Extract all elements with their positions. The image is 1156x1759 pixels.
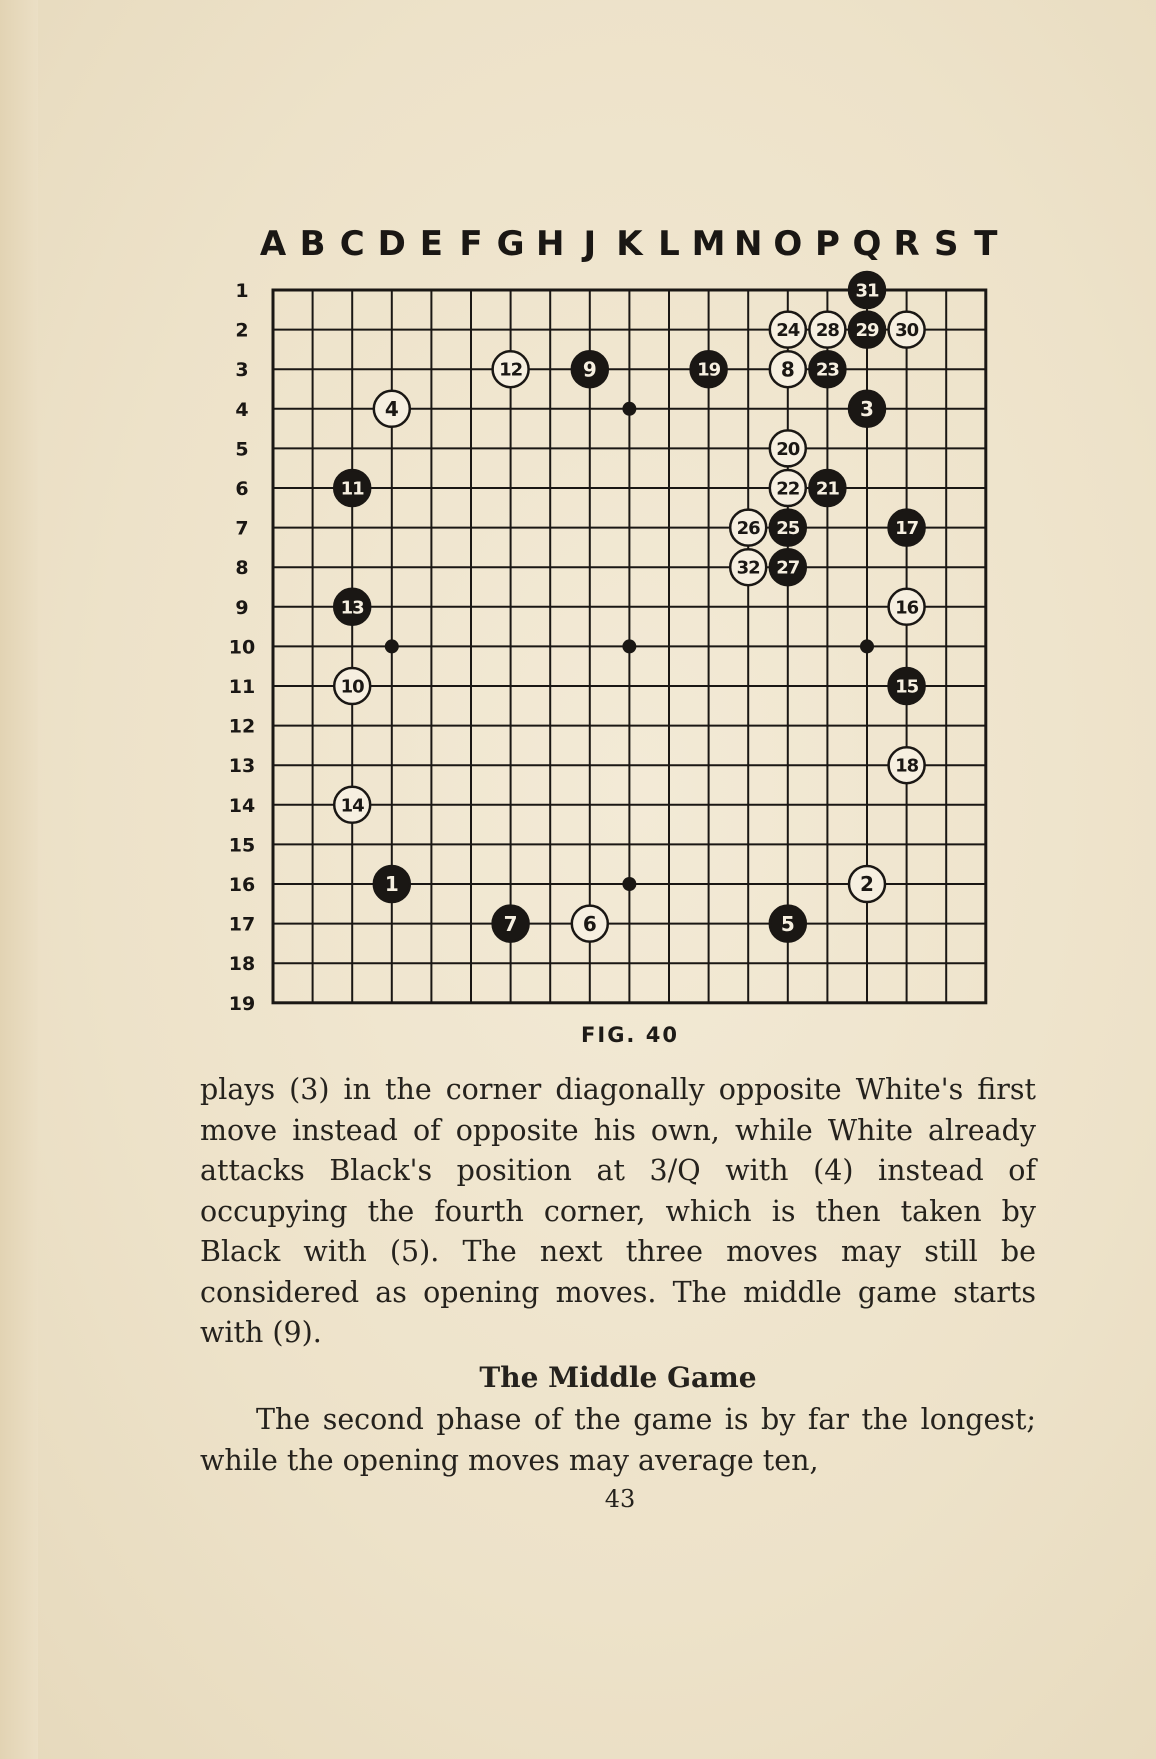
stone-white-4 xyxy=(374,391,410,427)
row-label: 17 xyxy=(228,913,256,936)
section-heading: The Middle Game xyxy=(479,1360,757,1394)
move-number: 3 xyxy=(860,397,874,421)
row-label: 5 xyxy=(235,438,249,461)
stone-white-32 xyxy=(730,549,766,585)
column-label: E xyxy=(419,224,444,264)
row-label: 11 xyxy=(228,676,256,698)
move-number: 16 xyxy=(895,597,919,619)
stone-black-13 xyxy=(334,589,370,625)
move-number: 6 xyxy=(582,911,597,936)
row-label: 19 xyxy=(228,992,256,1015)
move-number: 19 xyxy=(697,359,721,381)
column-label: S xyxy=(933,224,959,264)
row-label: 7 xyxy=(235,517,249,540)
move-number: 30 xyxy=(895,320,919,342)
row-label: 8 xyxy=(235,557,249,580)
row-label: 1 xyxy=(235,280,249,302)
column-label: G xyxy=(496,224,525,264)
move-number: 11 xyxy=(340,478,364,500)
stone-black-23 xyxy=(809,351,845,387)
column-label: R xyxy=(893,224,920,264)
star-point xyxy=(622,639,636,653)
stone-black-5 xyxy=(770,906,806,942)
stone-black-31 xyxy=(849,272,885,308)
column-label: T xyxy=(974,224,998,264)
move-number: 12 xyxy=(499,359,523,381)
column-label: P xyxy=(814,224,840,264)
column-label: J xyxy=(583,224,597,264)
row-label: 2 xyxy=(235,319,249,342)
move-number: 14 xyxy=(340,795,364,817)
move-number: 4 xyxy=(384,397,399,421)
row-label: 12 xyxy=(228,715,256,738)
figure-caption: FIG. 40 xyxy=(581,1023,679,1047)
stone-white-14 xyxy=(334,787,370,823)
stone-white-20 xyxy=(770,430,806,466)
stone-white-2 xyxy=(849,866,885,902)
move-number: 31 xyxy=(855,280,879,302)
row-label: 14 xyxy=(228,794,256,817)
move-number: 25 xyxy=(776,518,800,540)
row-label: 18 xyxy=(228,953,256,976)
move-number: 32 xyxy=(736,557,760,579)
column-label: D xyxy=(377,224,406,264)
stone-black-17 xyxy=(889,510,925,546)
move-number: 15 xyxy=(895,676,919,698)
star-point xyxy=(385,639,399,653)
stone-white-26 xyxy=(730,510,766,546)
move-number: 18 xyxy=(895,755,919,777)
move-number: 5 xyxy=(780,911,795,936)
stone-white-18 xyxy=(889,747,925,783)
paragraph-1: plays (3) in the corner diagonally opposite White's first move instead of opposite his own, while White already attacks Black's position at 3/Q with (4) instead of occupying the fourth corner, which is then taken by Black with (5). The next three moves may still be considered as opening moves. The middle game starts with (9). xyxy=(200,1073,1036,1349)
stone-black-27 xyxy=(770,549,806,585)
move-number: 21 xyxy=(815,478,839,500)
move-number: 27 xyxy=(776,557,800,579)
row-label: 13 xyxy=(228,755,256,778)
column-label: N xyxy=(733,224,763,264)
column-label: M xyxy=(691,224,726,264)
stone-white-24 xyxy=(770,312,806,348)
move-number: 10 xyxy=(340,676,364,698)
move-number: 22 xyxy=(776,478,800,500)
move-number: 20 xyxy=(776,438,800,460)
row-label: 10 xyxy=(228,636,256,659)
stone-black-1 xyxy=(374,866,410,902)
move-number: 8 xyxy=(780,357,795,382)
row-labels xyxy=(229,280,255,1015)
move-number: 24 xyxy=(776,320,800,342)
stone-white-12 xyxy=(493,351,529,387)
star-point xyxy=(860,639,874,653)
column-label: C xyxy=(339,224,365,264)
stone-black-29 xyxy=(849,312,885,348)
stone-white-8 xyxy=(770,351,806,387)
column-label: O xyxy=(773,224,803,264)
star-point xyxy=(622,402,636,416)
paragraph-2: The second phase of the game is by far the longest; while the opening moves may average ten, xyxy=(200,1403,1036,1477)
column-label: H xyxy=(535,224,565,264)
stone-black-19 xyxy=(691,351,727,387)
column-label: B xyxy=(299,224,326,264)
row-label: 16 xyxy=(228,874,256,896)
column-label: L xyxy=(658,224,680,264)
column-labels xyxy=(260,224,998,264)
move-number: 9 xyxy=(582,357,597,382)
row-label: 9 xyxy=(235,596,249,619)
row-label: 4 xyxy=(235,398,249,421)
star-point xyxy=(622,877,636,891)
stone-white-16 xyxy=(889,589,925,625)
stone-black-21 xyxy=(809,470,845,506)
move-number: 28 xyxy=(815,320,839,342)
move-number: 29 xyxy=(855,320,879,342)
stone-white-6 xyxy=(572,906,608,942)
column-label: F xyxy=(459,224,483,264)
move-number: 2 xyxy=(860,872,874,897)
column-label: K xyxy=(616,224,643,264)
stone-black-15 xyxy=(889,668,925,704)
stone-black-25 xyxy=(770,510,806,546)
row-label: 3 xyxy=(235,359,249,382)
stone-black-7 xyxy=(493,906,529,942)
page-number: 43 xyxy=(604,1485,636,1513)
stone-white-28 xyxy=(809,312,845,348)
stone-white-30 xyxy=(889,312,925,348)
move-number: 17 xyxy=(895,518,919,540)
row-label: 15 xyxy=(228,834,256,857)
move-number: 7 xyxy=(503,911,518,936)
move-number: 26 xyxy=(736,518,760,540)
row-label: 6 xyxy=(235,478,249,500)
column-label: Q xyxy=(852,224,882,264)
stone-black-11 xyxy=(334,470,370,506)
move-number: 23 xyxy=(815,359,839,381)
stone-black-3 xyxy=(849,391,885,427)
body-text xyxy=(200,1070,1036,1481)
stone-white-22 xyxy=(770,470,806,506)
column-label: A xyxy=(259,224,287,264)
stone-white-10 xyxy=(334,668,370,704)
move-number: 13 xyxy=(340,597,364,619)
stone-black-9 xyxy=(572,351,608,387)
move-number: 1 xyxy=(384,872,399,897)
